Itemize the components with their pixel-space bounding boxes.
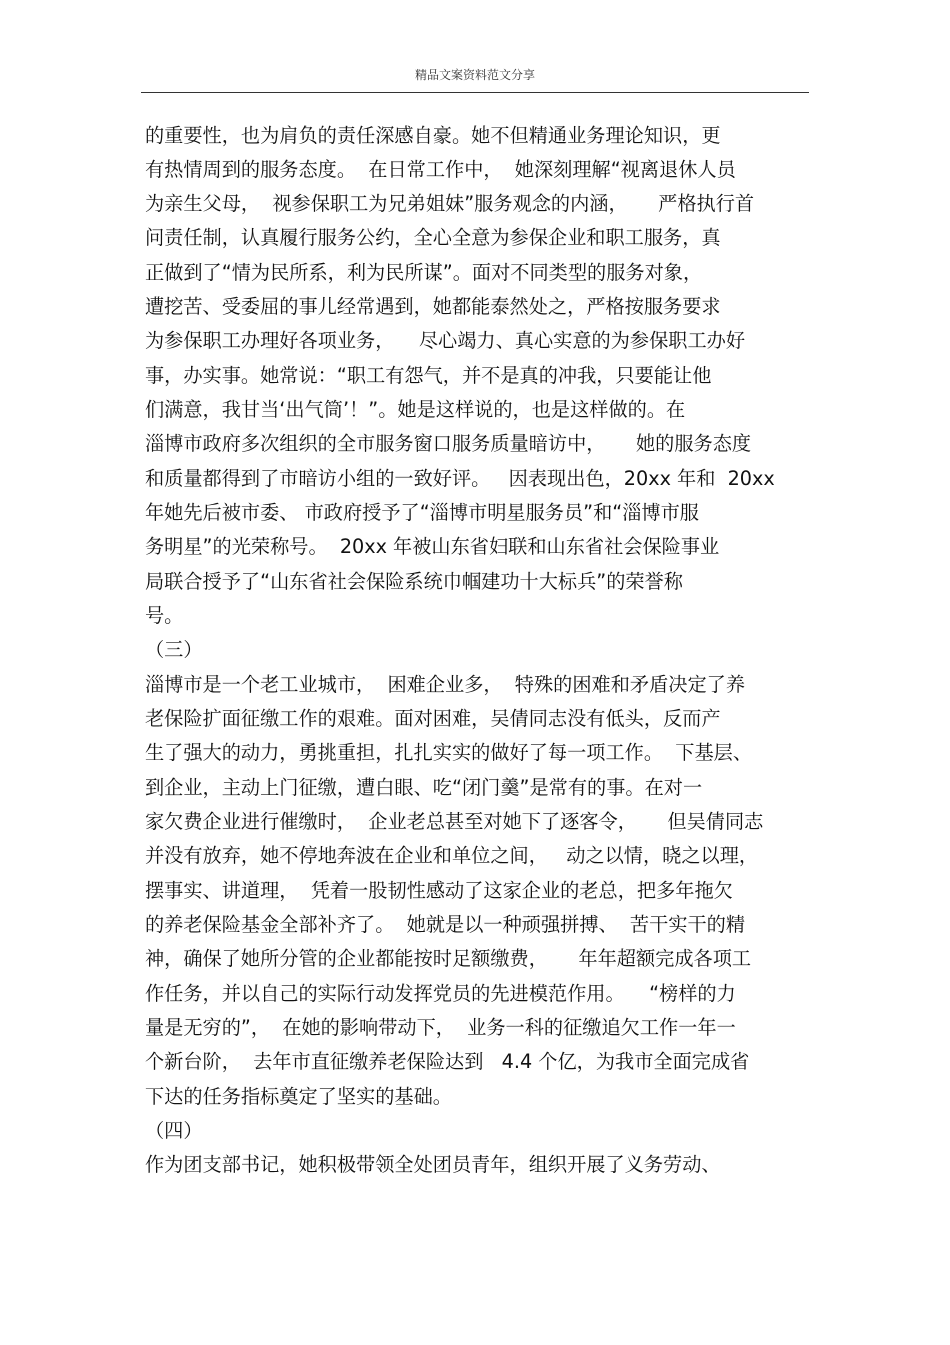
- text-line: 到企业，主动上门征缴，遭白眼、吃“闭门羹”是常有的事。在对一: [145, 776, 703, 799]
- text-line: 局联合授予了“山东省社会保险系统巾帼建功十大标兵”的荣誉称: [145, 570, 683, 593]
- text-line: 生了强大的动力，勇挑重担，扎扎实实的做好了每一项工作。 下基层、: [145, 741, 753, 764]
- text-line: 淄博市是一个老工业城市， 困难企业多， 特殊的困难和矛盾决定了养: [145, 673, 746, 696]
- text-line: 的养老保险基金全部补齐了。 她就是以一种顽强拼搏、 苦干实干的精: [145, 913, 746, 936]
- text-line: 为参保职工办理好各项业务， 尽心竭力、真心实意的为参保职工办好: [145, 329, 746, 352]
- text-line: 的重要性，也为肩负的责任深感自豪。她不但精通业务理论知识，更: [145, 124, 721, 147]
- text-line: 淄博市政府多次组织的全市服务窗口服务质量暗访中， 她的服务态度: [145, 432, 752, 455]
- section-heading: （四）: [145, 1119, 203, 1142]
- text-line: 老保险扩面征缴工作的艰难。面对困难，吴倩同志没有低头，反而产: [145, 707, 721, 730]
- page-header: 精品文案资料范文分享: [414, 68, 535, 82]
- text-line: 务明星”的光荣称号。 20xx 年被山东省妇联和山东省社会保险事业: [145, 535, 720, 558]
- text-line: 遭挖苦、受委屈的事儿经常遇到，她都能泰然处之，严格按服务要求: [145, 295, 721, 318]
- text-line: 量是无穷的”， 在她的影响带动下， 业务一科的征缴追欠工作一年一: [145, 1016, 736, 1039]
- text-line: 并没有放弃，她不停地奔波在企业和单位之间， 动之以情，晓之以理，: [145, 844, 759, 867]
- text-line: 问责任制，认真履行服务公约，全心全意为参保企业和职工服务，真: [145, 226, 721, 249]
- text-line: 作为团支部书记，她积极带领全处团员青年，组织开展了义务劳动、: [145, 1153, 721, 1176]
- text-line: 有热情周到的服务态度。 在日常工作中， 她深刻理解“视离退休人员: [145, 158, 736, 181]
- text-line: 和质量都得到了市暗访小组的一致好评。 因表现出色，20xx 年和 20xx: [145, 467, 775, 490]
- text-line: 号。: [145, 604, 184, 627]
- text-line: 神，确保了她所分管的企业都能按时足额缴费， 年年超额完成各项工: [145, 947, 752, 970]
- text-line: 家欠费企业进行催缴时， 企业老总甚至对她下了逐客令， 但吴倩同志: [145, 810, 764, 833]
- text-line: 正做到了“情为民所系，利为民所谋”。面对不同类型的服务对象，: [145, 261, 703, 284]
- text-line: 们满意，我甘当‘出气筒’！”。她是这样说的，也是这样做的。在: [145, 398, 686, 421]
- text-line: 个新台阶， 去年市直征缴养老保险达到 4.4 个亿，为我市全面完成省: [145, 1050, 750, 1073]
- text-line: 为亲生父母， 视参保职工为兄弟姐妹”服务观念的内涵， 严格执行首: [145, 192, 755, 215]
- text-line: 事，办实事。她常说：“职工有怨气，并不是真的冲我，只要能让他: [145, 364, 712, 387]
- text-line: 下达的任务指标奠定了坚实的基础。: [145, 1085, 452, 1108]
- text-line: 年她先后被市委、 市政府授予了“淄博市明星服务员”和“淄博市服: [145, 501, 699, 524]
- header-divider: [141, 92, 809, 93]
- section-heading: （三）: [145, 638, 203, 661]
- text-line: 作任务，并以自己的实际行动发挥党员的先进模范作用。 “榜样的力: [145, 982, 736, 1005]
- text-line: 摆事实、讲道理， 凭着一股韧性感动了这家企业的老总，把多年拖欠: [145, 879, 733, 902]
